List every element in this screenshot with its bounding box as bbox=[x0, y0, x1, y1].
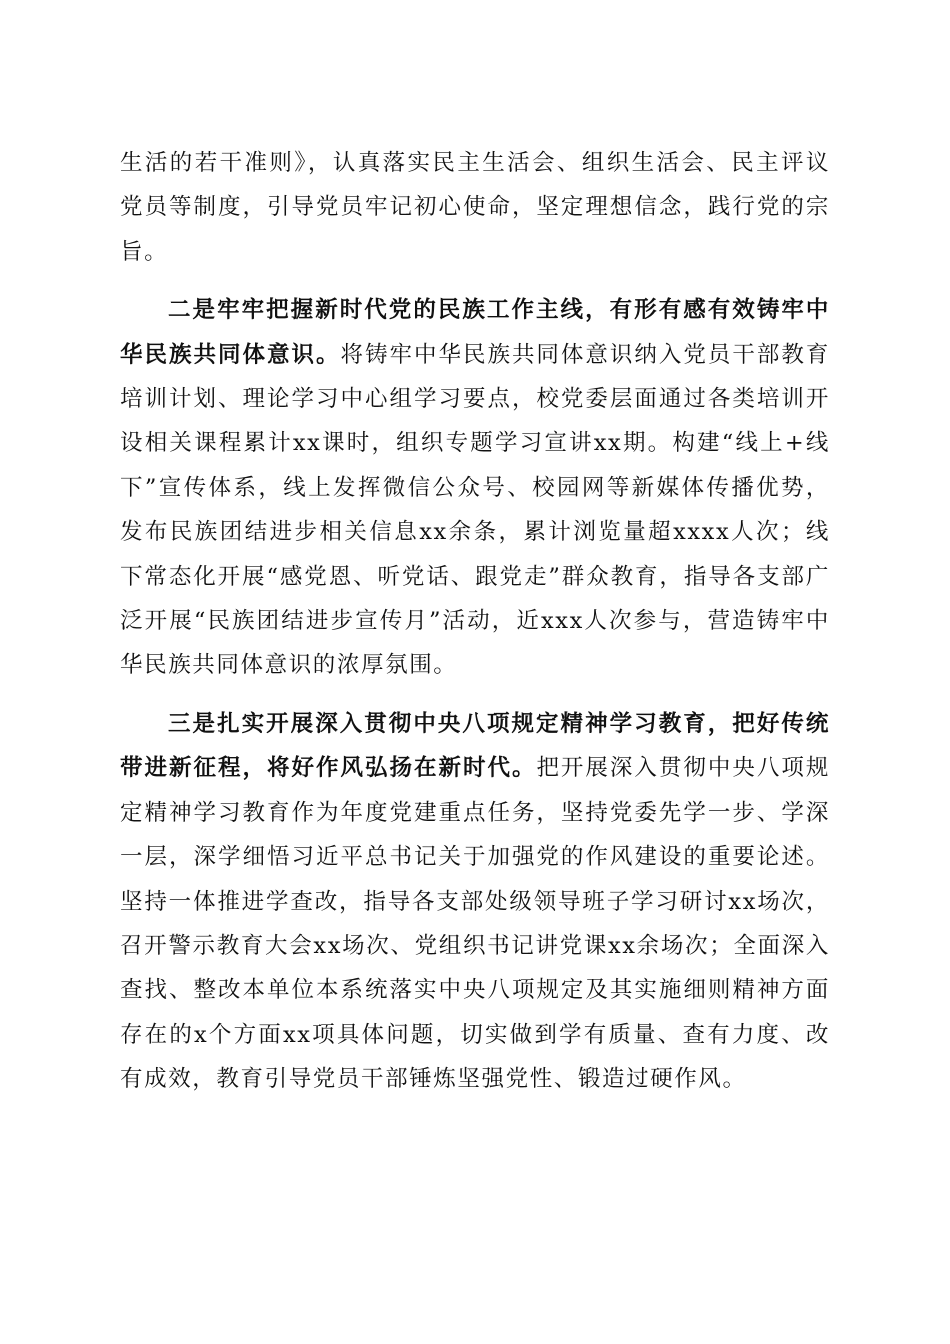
paragraph-body: 将铸牢中华民族共同体意识纳入党员干部教育培训计划、理论学习中心组学习要点，校党委层面通过各类培训开设相关课程累计xx课时，组织专题学习宣讲xx期。构建“线上+线下”宣传体系，线上发挥微信公众号、校园网等新媒体传播优势，发布民族团结进步相关信息xx余条，累计浏览量超xxxx人次；线下常态化开展“感党恩、听党话、跟党走”群众教育，指导各支部广泛开展“民族团结进步宣传月”活动，近xxx人次参与，营造铸牢中华民族共同体意识的浓厚氛围。 bbox=[120, 341, 830, 679]
paragraph-ethnic-unity bbox=[120, 288, 830, 688]
paragraph-lead: 二是牢牢把握新时代党的民族工作主线，有形有感有效铸牢中华民族共同体意识。 bbox=[120, 297, 830, 368]
paragraph-eight-rules bbox=[120, 702, 830, 1102]
paragraph-body: 把开展深入贯彻中央八项规定精神学习教育作为年度党建重点任务，坚持党委先学一步、学深一层，深学细悟习近平总书记关于加强党的作风建设的重要论述。坚持一体推进学查改，指导各支部处级领导班子学习研讨xx场次，召开警示教育大会xx场次、党组织书记讲党课xx余场次；全面深入查找、整改本单位本系统落实中央八项规定及其实施细则精神方面存在的x个方面xx项具体问题，切实做到学有质量、查有力度、改有成效，教育引导党员干部锤炼坚强党性、锻造过硬作风。 bbox=[120, 755, 830, 1093]
paragraph-body: 生活的若干准则》，认真落实民主生活会、组织生活会、民主评议党员等制度，引导党员牢记初心使命，坚定理想信念，践行党的宗旨。 bbox=[120, 150, 830, 265]
paragraph-continuation bbox=[120, 141, 830, 274]
paragraph-lead: 三是扎实开展深入贯彻中央八项规定精神学习教育，把好传统带进新征程，将好作风弘扬在新时代。 bbox=[120, 710, 830, 782]
document-page bbox=[120, 141, 830, 1116]
